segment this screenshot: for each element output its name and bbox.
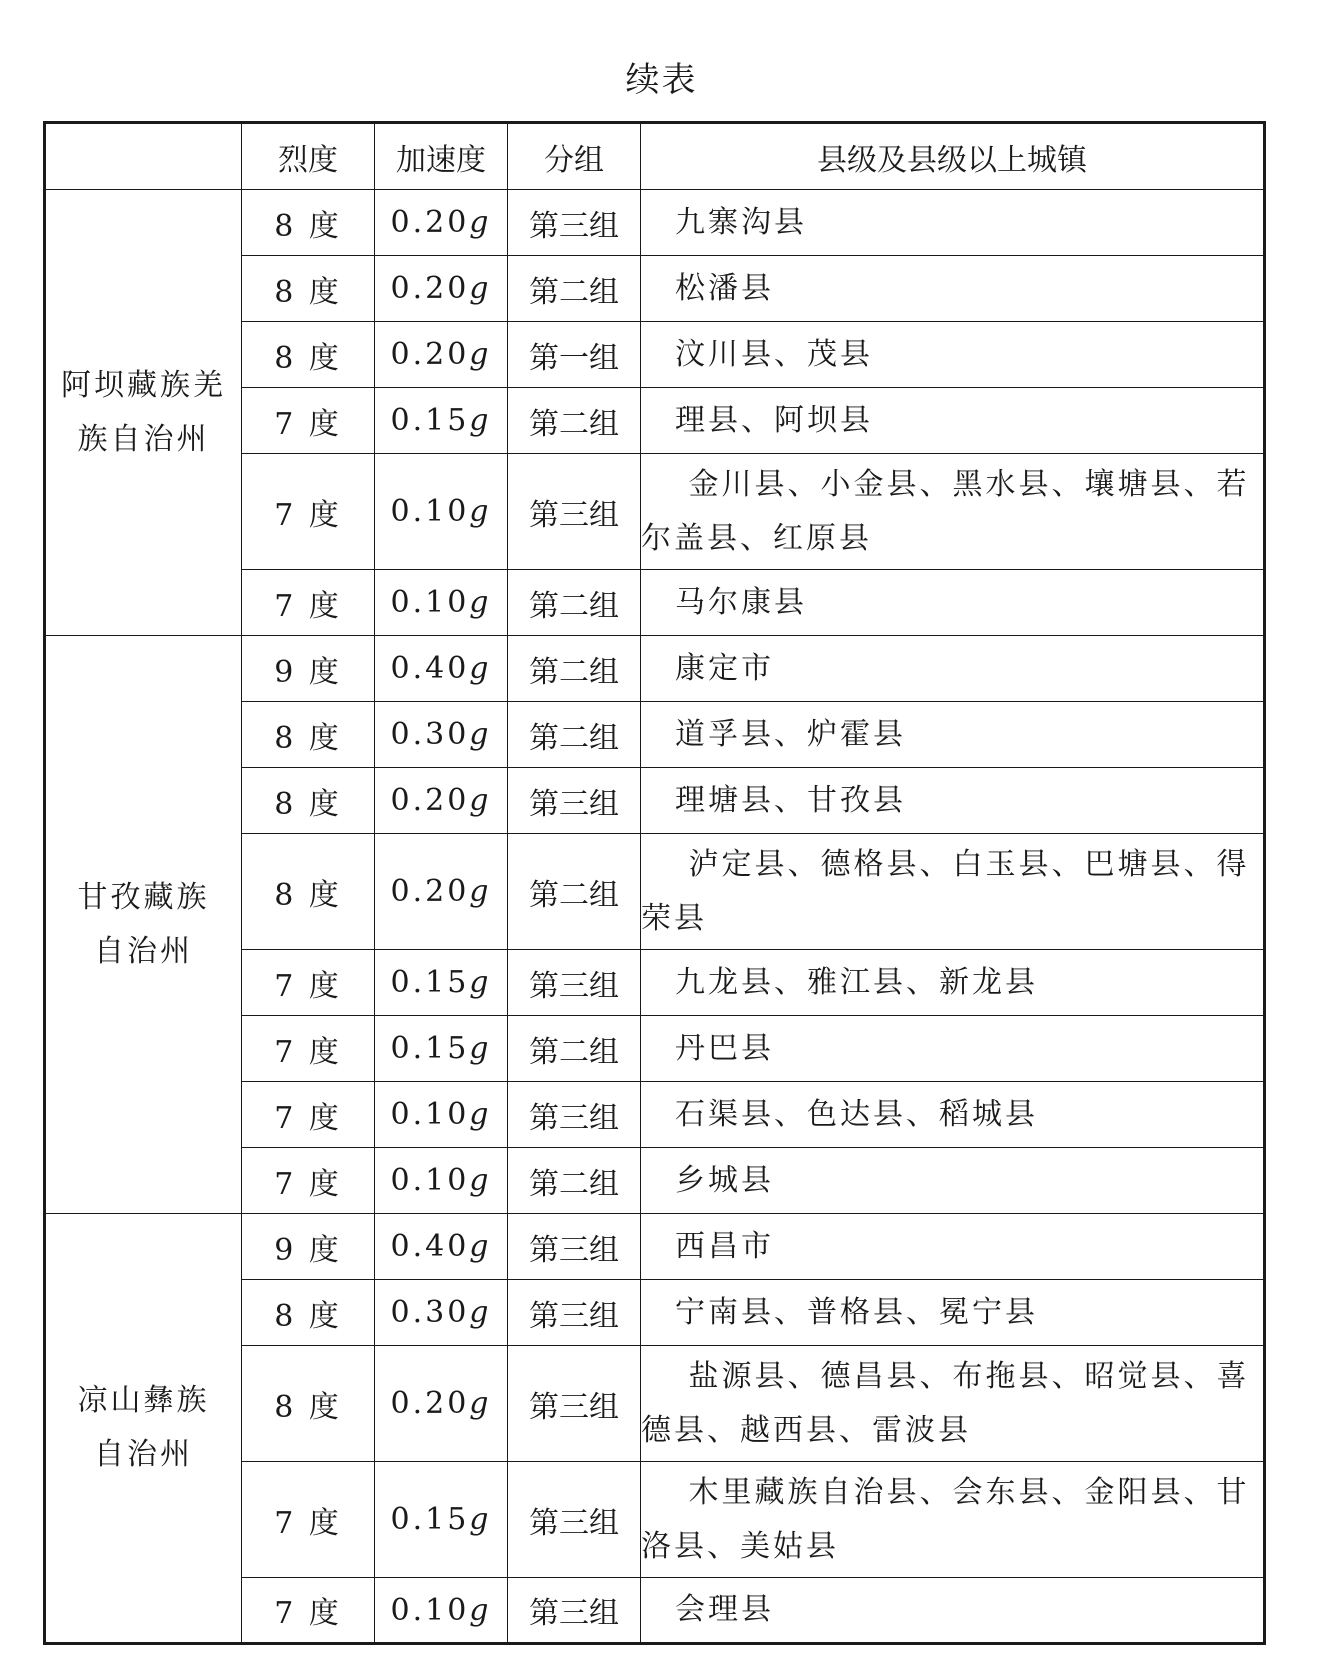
towns-text: 石渠县、色达县、稻城县 <box>675 1096 1038 1132</box>
towns-cell <box>641 1578 1265 1644</box>
intensity-cell: 8 度 <box>242 322 375 388</box>
group-cell: 第三组 <box>508 454 641 570</box>
towns-text: 马尔康县 <box>675 584 807 620</box>
towns-cell <box>641 950 1265 1016</box>
region-name: 凉山彝族 自治州 <box>77 1383 210 1472</box>
towns-cell <box>641 1016 1265 1082</box>
towns-cell <box>641 1148 1265 1214</box>
acceleration-unit: g <box>469 1295 492 1330</box>
acceleration-value: 0.20 <box>390 205 470 240</box>
acceleration-unit: g <box>469 271 492 306</box>
header-group: 分组 <box>508 123 641 190</box>
table-body <box>45 190 1265 1644</box>
intensity-cell: 7 度 <box>242 950 375 1016</box>
group-cell: 第三组 <box>508 1082 641 1148</box>
group-cell: 第二组 <box>508 834 641 950</box>
intensity-cell: 7 度 <box>242 1082 375 1148</box>
acceleration-unit: g <box>469 205 492 240</box>
acceleration-cell <box>375 190 508 256</box>
towns-cell <box>641 388 1265 454</box>
acceleration-cell <box>375 388 508 454</box>
towns-text: 西昌市 <box>675 1228 774 1264</box>
acceleration-value: 0.10 <box>390 494 470 529</box>
acceleration-unit: g <box>469 651 492 686</box>
acceleration-cell <box>375 636 508 702</box>
intensity-cell: 7 度 <box>242 1016 375 1082</box>
towns-cell <box>641 454 1265 570</box>
acceleration-cell <box>375 322 508 388</box>
region-name: 甘孜藏族 自治州 <box>77 879 210 969</box>
towns-text: 松潘县 <box>675 270 774 306</box>
group-cell: 第三组 <box>508 190 641 256</box>
acceleration-unit: g <box>469 494 492 529</box>
towns-text: 九龙县、雅江县、新龙县 <box>675 964 1038 1000</box>
towns-text: 道孚县、炉霍县 <box>675 716 906 752</box>
acceleration-unit: g <box>469 1163 492 1198</box>
towns-cell <box>641 1214 1265 1280</box>
towns-cell <box>641 256 1265 322</box>
towns-text: 宁南县、普格县、冕宁县 <box>675 1294 1038 1330</box>
acceleration-cell <box>375 1280 508 1346</box>
acceleration-cell <box>375 1082 508 1148</box>
group-cell: 第二组 <box>508 1148 641 1214</box>
towns-cell <box>641 702 1265 768</box>
acceleration-unit: g <box>469 1229 492 1264</box>
intensity-cell: 8 度 <box>242 190 375 256</box>
group-cell: 第二组 <box>508 636 641 702</box>
header-acceleration: 加速度 <box>375 123 508 190</box>
region-cell <box>45 1214 242 1644</box>
header-row <box>45 123 1265 190</box>
acceleration-unit: g <box>469 783 492 818</box>
intensity-cell: 9 度 <box>242 1214 375 1280</box>
acceleration-unit: g <box>469 1386 492 1421</box>
acceleration-value: 0.20 <box>390 874 470 909</box>
towns-text: 木里藏族自治县、会东县、金阳县、甘洛县、美姑县 <box>641 1474 1250 1564</box>
towns-text: 盐源县、德昌县、布拖县、昭觉县、喜德县、越西县、雷波县 <box>641 1358 1250 1448</box>
towns-cell <box>641 190 1265 256</box>
acceleration-cell <box>375 834 508 950</box>
intensity-cell: 7 度 <box>242 388 375 454</box>
acceleration-value: 0.40 <box>390 651 470 686</box>
header-region <box>45 123 242 190</box>
acceleration-value: 0.10 <box>390 585 470 620</box>
acceleration-unit: g <box>469 1097 492 1132</box>
acceleration-value: 0.15 <box>390 1502 470 1537</box>
group-cell: 第二组 <box>508 1016 641 1082</box>
acceleration-cell <box>375 1148 508 1214</box>
acceleration-unit: g <box>469 965 492 1000</box>
intensity-cell: 7 度 <box>242 454 375 570</box>
acceleration-cell <box>375 1346 508 1462</box>
region-name: 阿坝藏族羌 族自治州 <box>61 367 226 457</box>
acceleration-unit: g <box>469 874 492 909</box>
acceleration-value: 0.15 <box>390 1031 470 1066</box>
towns-text: 泸定县、德格县、白玉县、巴塘县、得荣县 <box>641 846 1250 936</box>
towns-text: 汶川县、茂县 <box>675 336 873 372</box>
group-cell: 第二组 <box>508 256 641 322</box>
acceleration-unit: g <box>469 403 492 438</box>
towns-text: 会理县 <box>675 1592 774 1627</box>
intensity-cell: 7 度 <box>242 1578 375 1644</box>
towns-text: 理塘县、甘孜县 <box>675 782 906 818</box>
towns-cell <box>641 1462 1265 1578</box>
towns-text: 九寨沟县 <box>675 204 807 240</box>
acceleration-value: 0.30 <box>390 717 470 752</box>
group-cell: 第三组 <box>508 768 641 834</box>
acceleration-cell <box>375 702 508 768</box>
acceleration-unit: g <box>469 337 492 372</box>
group-cell: 第二组 <box>508 570 641 636</box>
group-cell: 第三组 <box>508 1578 641 1644</box>
group-cell: 第二组 <box>508 388 641 454</box>
group-cell: 第三组 <box>508 1346 641 1462</box>
acceleration-cell <box>375 256 508 322</box>
towns-cell <box>641 1346 1265 1462</box>
acceleration-value: 0.10 <box>390 1592 470 1628</box>
towns-cell <box>641 636 1265 702</box>
acceleration-cell <box>375 570 508 636</box>
towns-cell <box>641 570 1265 636</box>
acceleration-unit: g <box>469 1502 492 1537</box>
towns-cell <box>641 834 1265 950</box>
group-cell: 第三组 <box>508 1462 641 1578</box>
acceleration-value: 0.15 <box>390 965 470 1000</box>
table-title: 续表 <box>625 60 698 100</box>
table-row <box>45 190 1265 256</box>
towns-text: 乡城县 <box>675 1162 774 1198</box>
acceleration-unit: g <box>469 585 492 620</box>
acceleration-value: 0.20 <box>390 1386 470 1421</box>
towns-cell <box>641 322 1265 388</box>
acceleration-cell <box>375 1016 508 1082</box>
intensity-cell: 8 度 <box>242 1280 375 1346</box>
acceleration-value: 0.20 <box>390 783 470 818</box>
seismic-table <box>43 121 1266 1645</box>
intensity-cell: 7 度 <box>242 1462 375 1578</box>
towns-text: 理县、阿坝县 <box>675 402 873 438</box>
acceleration-value: 0.30 <box>390 1295 470 1330</box>
intensity-cell: 7 度 <box>242 570 375 636</box>
table-row <box>45 636 1265 702</box>
acceleration-cell <box>375 454 508 570</box>
region-cell <box>45 636 242 1214</box>
region-cell <box>45 190 242 636</box>
intensity-cell: 8 度 <box>242 768 375 834</box>
towns-cell <box>641 768 1265 834</box>
intensity-cell: 7 度 <box>242 1148 375 1214</box>
group-cell: 第三组 <box>508 1280 641 1346</box>
group-cell: 第二组 <box>508 702 641 768</box>
acceleration-value: 0.10 <box>390 1163 470 1198</box>
acceleration-value: 0.10 <box>390 1097 470 1132</box>
acceleration-cell <box>375 1578 508 1644</box>
acceleration-cell <box>375 768 508 834</box>
intensity-cell: 8 度 <box>242 834 375 950</box>
acceleration-unit: g <box>469 1031 492 1066</box>
towns-text: 丹巴县 <box>675 1030 774 1066</box>
intensity-cell: 8 度 <box>242 1346 375 1462</box>
group-cell: 第一组 <box>508 322 641 388</box>
intensity-cell: 9 度 <box>242 636 375 702</box>
group-cell: 第三组 <box>508 950 641 1016</box>
table-row <box>45 1214 1265 1280</box>
towns-text: 金川县、小金县、黑水县、壤塘县、若尔盖县、红原县 <box>641 466 1250 556</box>
towns-text: 康定市 <box>675 650 774 686</box>
acceleration-value: 0.15 <box>390 403 470 438</box>
intensity-cell: 8 度 <box>242 256 375 322</box>
acceleration-cell <box>375 1462 508 1578</box>
header-towns: 县级及县级以上城镇 <box>641 123 1265 190</box>
intensity-cell: 8 度 <box>242 702 375 768</box>
acceleration-unit: g <box>469 717 492 752</box>
towns-cell <box>641 1280 1265 1346</box>
acceleration-value: 0.20 <box>390 271 470 306</box>
acceleration-value: 0.40 <box>390 1229 470 1264</box>
group-cell: 第三组 <box>508 1214 641 1280</box>
acceleration-cell <box>375 1214 508 1280</box>
header-intensity: 烈度 <box>242 123 375 190</box>
acceleration-value: 0.20 <box>390 337 470 372</box>
acceleration-cell <box>375 950 508 1016</box>
towns-cell <box>641 1082 1265 1148</box>
acceleration-unit: g <box>469 1592 492 1628</box>
